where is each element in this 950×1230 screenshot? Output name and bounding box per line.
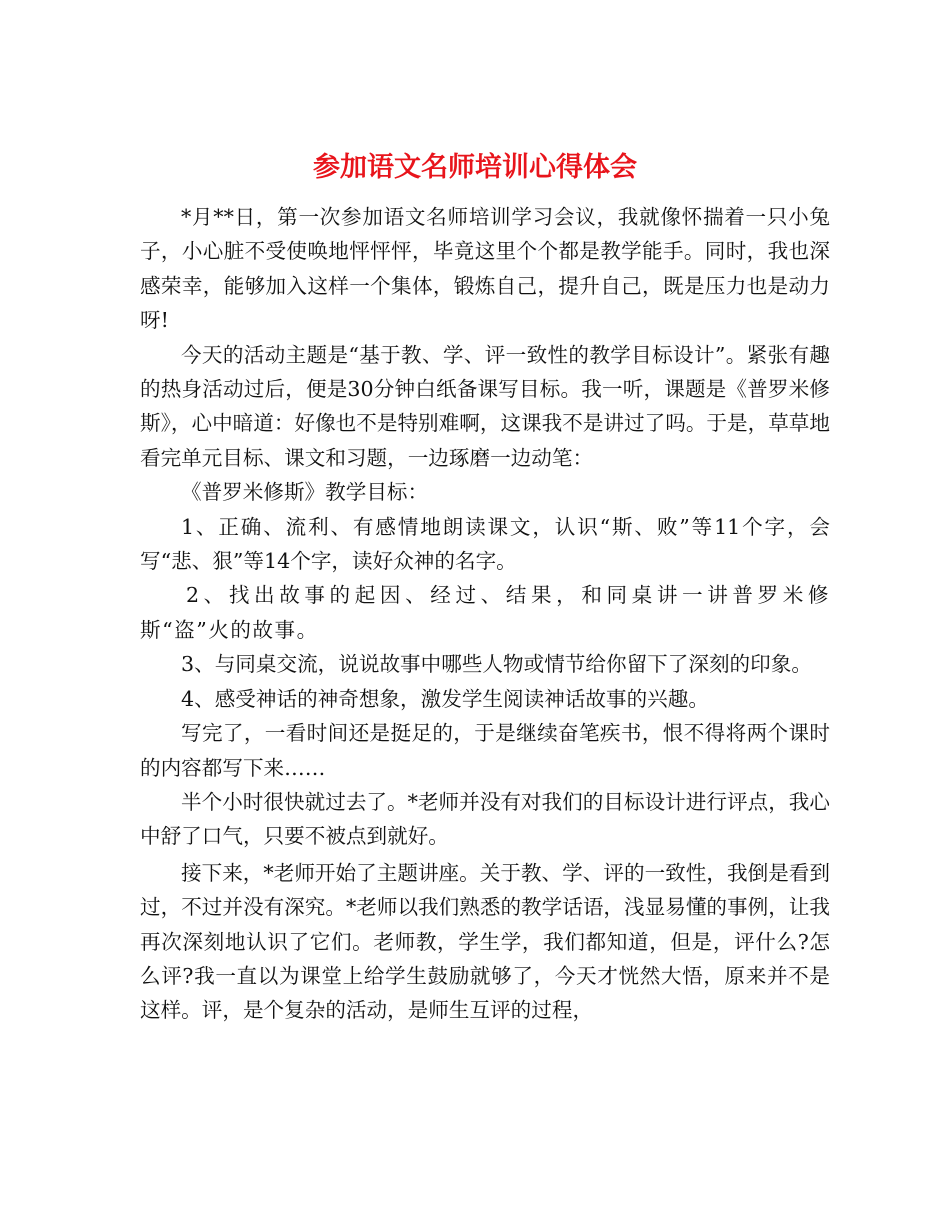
paragraph-goal-2: 2、找出故事的起因、经过、结果，和同桌讲一讲普罗米修斯“盗”火的故事。 [140,583,830,642]
paragraph-goal-3: 3、与同桌交流，说说故事中哪些人物或情节给你留下了深刻的印象。 [181,652,812,677]
paragraph-activity-theme: 今天的活动主题是“基于教、学、评一致性的教学目标设计”。紧张有趣的热身活动过后，便是30分钟白纸备课写目标。我一听，课题是《普罗米修斯》，心中暗道：好像也不是特别难啊，这课我不是讲过了吗。于是，草草地看完单元目标、课文和习题，一边琢磨一边动笔： [140,342,830,470]
paragraph-goal-4: 4、感受神话的神奇想象，激发学生阅读神话故事的兴趣。 [181,686,709,711]
paragraph-finished-writing: 写完了，一看时间还是挺足的，于是继续奋笔疾书，恨不得将两个课时的内容都写下来…… [140,721,830,780]
paragraph-lecture: 接下来，*老师开始了主题讲座。关于教、学、评的一致性，我倒是看到过，不过并没有深究。*老师以我们熟悉的教学话语，浅显易懂的事例，让我再次深刻地认识了它们。老师教，学生学，我们都知道，但是，评什么?怎么评?我一直以为课堂上给学生鼓励就够了，今天才恍然大悟，原来并不是这样。评，是个复杂的活动，是师生互评的过程， [140,860,830,1023]
paragraph-goal-1: 1、正确、流利、有感情地朗读课文，认识“斯、败”等11个字，会写“悲、狠”等14个字，读好众神的名字。 [140,514,830,574]
document-body [140,200,830,1028]
paragraph-intro: *月**日，第一次参加语文名师培训学习会议，我就像怀揣着一只小兔子，小心脏不受使唤地怦怦怦，毕竟这里个个都是教学能手。同时，我也深感荣幸，能够加入这样一个集体，锻炼自己，提升自己，既是压力也是动力呀! [140,205,830,333]
paragraph-goals-heading: 《普罗米修斯》教学目标： [181,480,429,505]
paragraph-half-hour: 半个小时很快就过去了。*老师并没有对我们的目标设计进行评点，我心中舒了口气，只要不被点到就好。 [140,789,830,849]
page-title: 参加语文名师培训心得体会 [313,152,637,184]
